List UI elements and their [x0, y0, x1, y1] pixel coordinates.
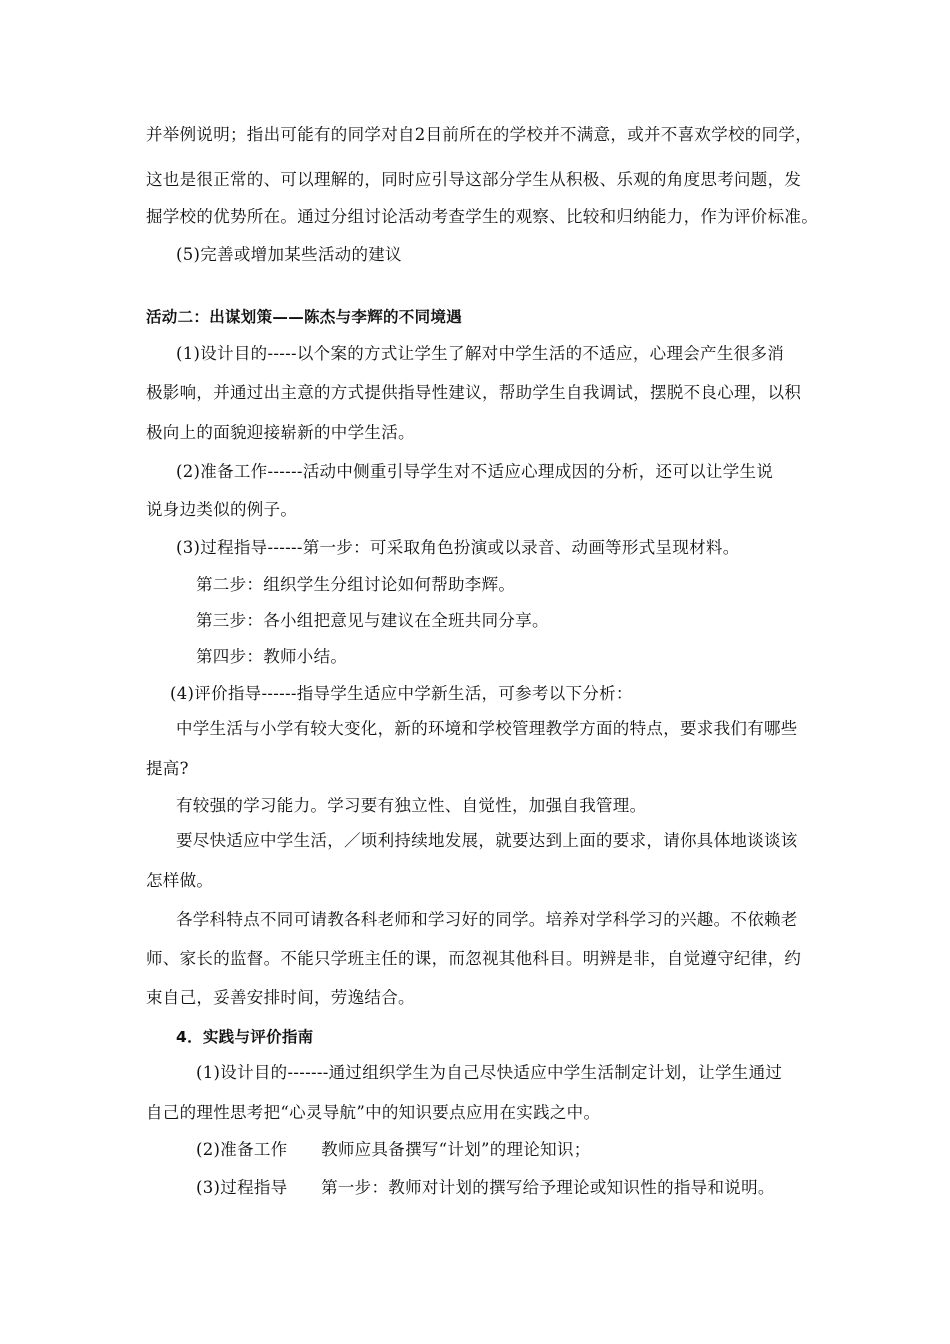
paragraph-line: 提高? — [146, 759, 189, 778]
paragraph-line: 怎样做。 — [146, 871, 214, 890]
paragraph-line: 说身边类似的例子。 — [146, 500, 298, 519]
paragraph-line: 这也是很正常的、可以理解的，同时应引导这部分学生从积极、乐观的角度思考问题，发 — [146, 170, 802, 189]
paragraph-line: 师、家长的监督。不能只学班主任的课，而忽视其他科目。明辨是非，自觉遵守纪律，约 — [146, 949, 802, 968]
paragraph-line: 束自己，妥善安排时间，劳逸结合。 — [146, 988, 415, 1007]
paragraph-line: 极向上的面貌迎接崭新的中学生活。 — [146, 423, 415, 442]
section-heading-practice: 4．实践与评价指南 — [176, 1028, 314, 1046]
paragraph-line: 掘学校的优势所在。通过分组讨论活动考查学生的观察、比较和归纳能力，作为评价标准。 — [146, 207, 818, 226]
step-line: 第二步：组织学生分组讨论如何帮助李辉。 — [196, 575, 516, 594]
paragraph-line: 自己的理性思考把“心灵导航”中的知识要点应用在实践之中。 — [146, 1103, 601, 1122]
list-item-5: (5)完善或增加某些活动的建议 — [176, 245, 402, 264]
paragraph-line: 各学科特点不同可请教各科老师和学习好的同学。培养对学科学习的兴趣。不依赖老 — [176, 910, 798, 929]
step-line: 第三步：各小组把意见与建议在全班共同分享。 — [196, 611, 549, 630]
paragraph-line: 要尽快适应中学生活，／顷利持续地发展，就要达到上面的要求，请你具体地谈谈该 — [176, 831, 798, 850]
paragraph-line: (4)评价指导------指导学生适应中学新生活，可参考以下分析： — [170, 684, 633, 703]
paragraph-line: 中学生活与小学有较大变化，新的环境和学校管理教学方面的特点，要求我们有哪些 — [176, 719, 798, 738]
paragraph-line: (2)准备工作 教师应具备撰写“计划”的理论知识； — [196, 1140, 591, 1159]
step-line: 第四步：教师小结。 — [196, 647, 348, 666]
paragraph-line: (2)准备工作------活动中侧重引导学生对不适应心理成因的分析，还可以让学生说 — [176, 462, 774, 481]
paragraph-line: 极影响，并通过出主意的方式提供指导性建议，帮助学生自我调试，摆脱不良心理，以积 — [146, 383, 802, 402]
paragraph-line: (1)设计目的-----以个案的方式让学生了解对中学生活的不适应，心理会产生很多消 — [176, 344, 785, 363]
section-heading-activity-2: 活动二：出谋划策——陈杰与李辉的不同境遇 — [146, 308, 463, 326]
paragraph-line: 有较强的学习能力。学习要有独立性、自觉性，加强自我管理。 — [176, 796, 647, 815]
paragraph-line: (3)过程指导------第一步：可采取角色扮演或以录音、动画等形式呈现材料。 — [176, 538, 740, 557]
paragraph-line: 并举例说明；指出可能有的同学对自2目前所在的学校并不满意，或并不喜欢学校的同学， — [146, 125, 812, 144]
paragraph-line: (1)设计目的-------通过组织学生为自己尽快适应中学生活制定计划，让学生通过 — [196, 1063, 783, 1082]
paragraph-line: (3)过程指导 第一步：教师对计划的撰写给予理论或知识性的指导和说明。 — [196, 1178, 775, 1197]
